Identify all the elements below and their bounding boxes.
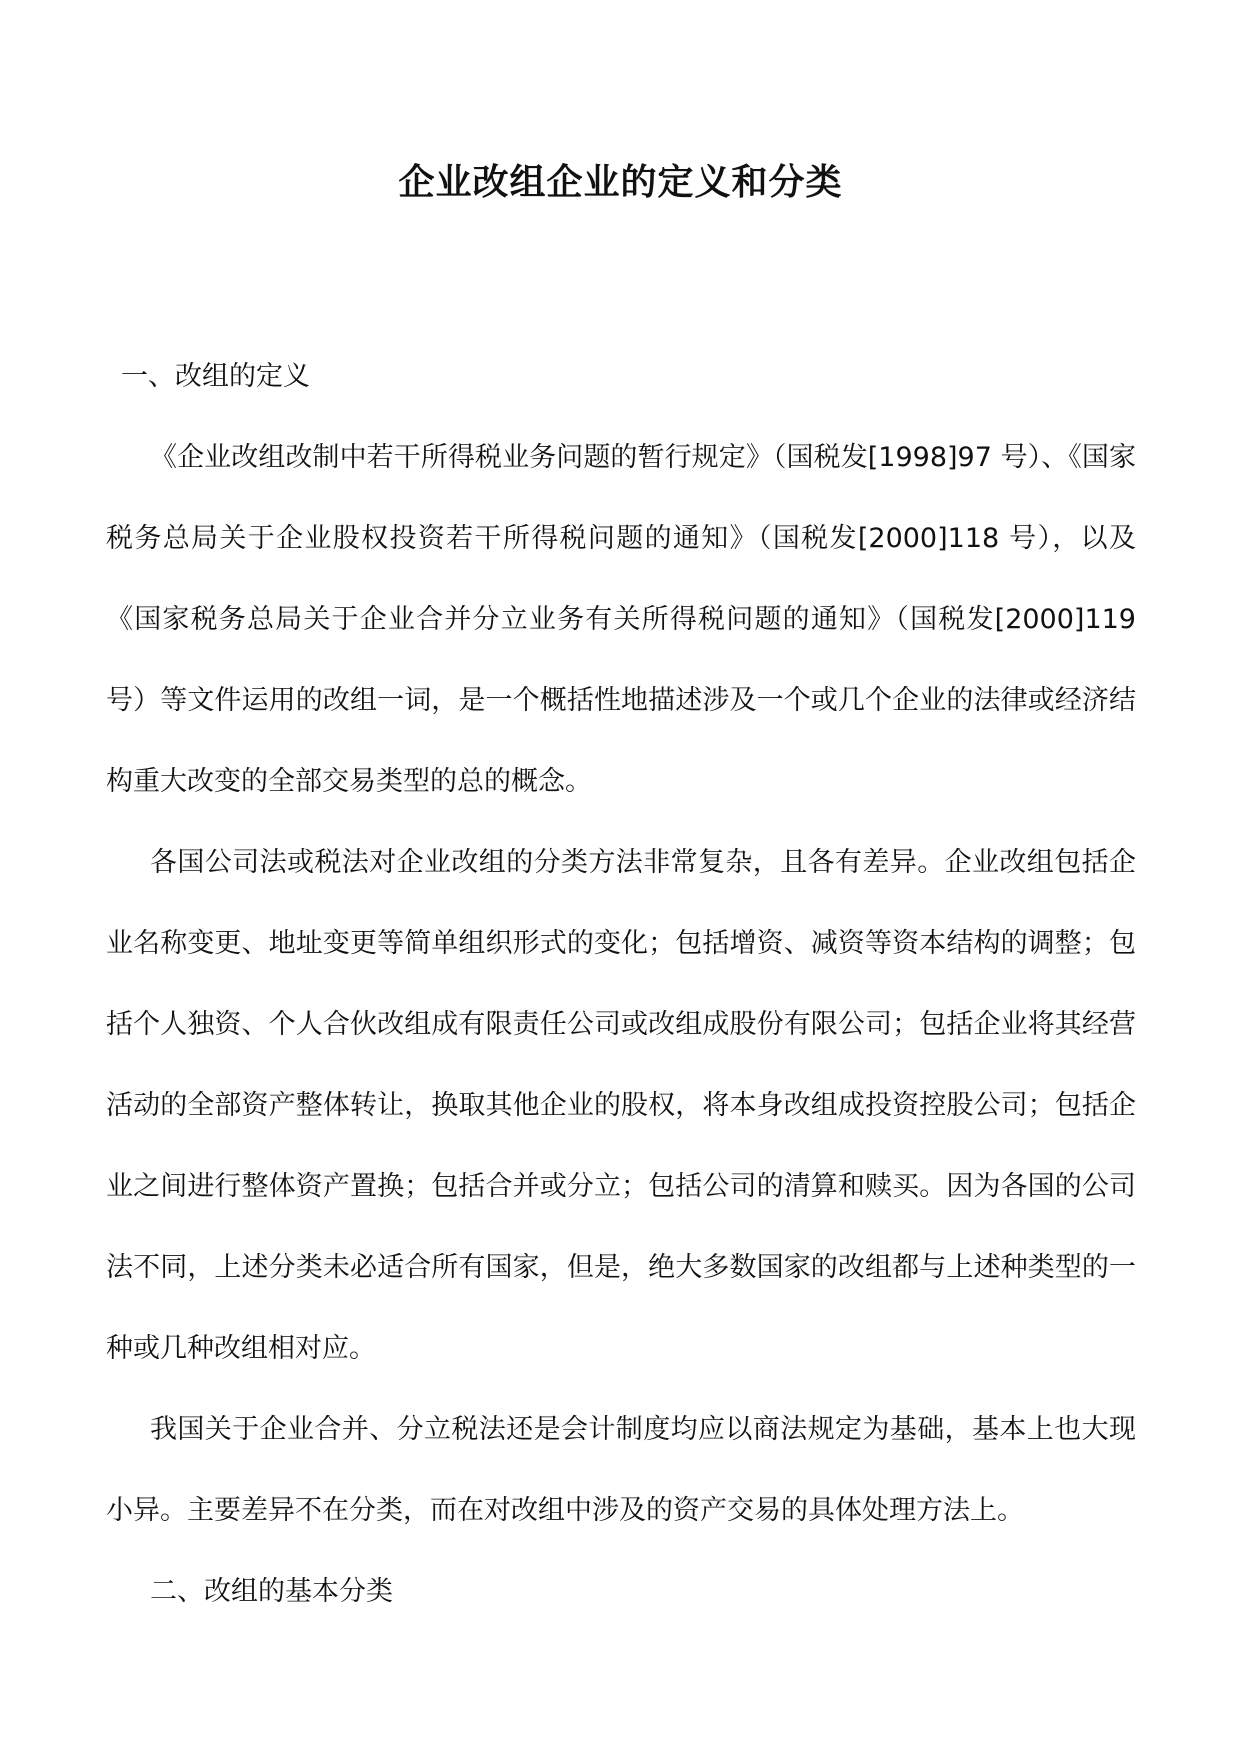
paragraph-classification-methods: 各国公司法或税法对企业改组的分类方法非常复杂，且各有差异。企业改组包括企业名称变更、地址变更等简单组织形式的变化；包括增资、减资等资本结构的调整；包括个人独资、个人合伙改组成有限责任公司或改组成股份有限公司；包括企业将其经营活动的全部资产整体转让，换取其他企业的股权，将本身改组成投资控股公司；包括企业之间进行整体资产置换；包括合并或分立；包括公司的清算和赎买。因为各国的公司法不同，上述分类未必适合所有国家，但是，绝大多数国家的改组都与上述种类型的一种或几种改组相对应。 — [106, 847, 1136, 1364]
section-heading-basic-classification: 二、改组的基本分类 — [150, 1576, 393, 1607]
section-heading-definition: 一、改组的定义 — [121, 361, 310, 392]
paragraph-regulations: 《企业改组改制中若干所得税业务问题的暂行规定》（国税发[1998]97 号）、《国家税务总局关于企业股权投资若干所得税问题的通知》（国税发[2000]118 号），以及《国家税务总局关于企业合并分立业务有关所得税问题的通知》（国税发[2000]119 号）等文件运用的改组一词，是一个概括性地描述涉及一个或几个企业的法律或经济结构重大改变的全部交易类型的总的概念。 — [106, 442, 1136, 797]
document-title: 企业改组企业的定义和分类 — [398, 161, 843, 203]
document-body — [106, 336, 1136, 1632]
paragraph-domestic-practice: 我国关于企业合并、分立税法还是会计制度均应以商法规定为基础，基本上也大现小异。主要差异不在分类，而在对改组中涉及的资产交易的具体处理方法上。 — [106, 1414, 1136, 1526]
